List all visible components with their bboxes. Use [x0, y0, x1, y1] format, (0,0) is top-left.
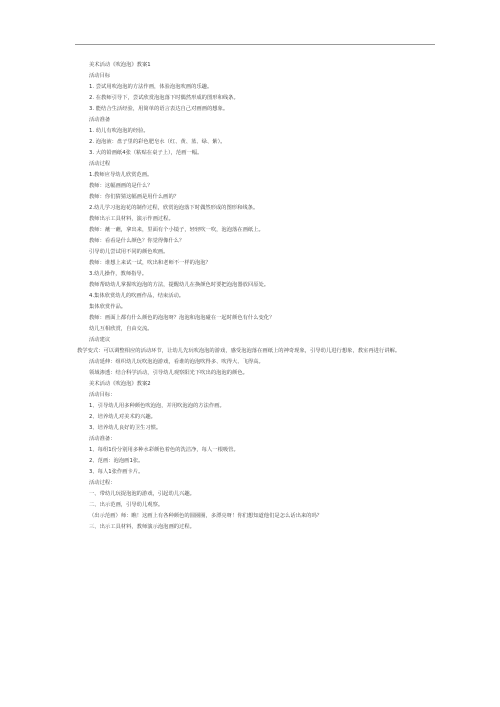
list-item: 2. 泡泡液：盘子里的彩色肥皂水（红、黄、蓝、绿、紫）。	[89, 139, 226, 145]
text-line: 1.教师应导幼儿欣赏范画。	[89, 172, 153, 178]
list-item: 2. 在教师引导下，尝试欣赏泡泡落下时偶然形成的图形和线条。	[89, 95, 239, 101]
list-item: 1、引导幼儿用多种颜色吹泡泡，并用吹泡泡的方法作画。	[89, 403, 225, 409]
section-heading: 活动过程：	[89, 480, 116, 486]
list-item: 1. 幼儿有吹泡泡的经验。	[89, 128, 149, 134]
list-item: 2、范画：泡泡画1张。	[89, 458, 144, 464]
section-heading: 活动目标	[89, 73, 111, 79]
list-item: 二、出示范画，引导幼儿观察。	[89, 502, 164, 508]
list-item: 1、每组1份分别用多种水彩颜色着色的洗洁净，每人一根吸管。	[89, 447, 239, 453]
list-item: 1. 尝试用吹泡泡的方法作画，体验泡泡吹画的乐趣。	[89, 84, 213, 90]
text-line: 集体欣赏作品。	[89, 304, 127, 310]
text-line: 教师：谁想上来试一试，吹出和老师不一样的泡泡？	[89, 260, 211, 266]
text-line: 4.集体欣赏幼儿的吹画作品，结束活动。	[89, 293, 185, 299]
text-line: （出示范画）师：瞧！这画上有各种颜色的圆圈圈，多漂亮呀！你们想知道他们是怎么话出来的吗？	[89, 513, 323, 519]
section-heading: 活动准备：	[89, 436, 116, 442]
list-item: 3、培养幼儿良好的卫生习惯。	[89, 425, 162, 431]
text-line: 教师：画面上都有什么颜色的泡泡呀？泡泡和泡泡碰在一起时颜色有什么变化？	[89, 315, 275, 321]
text-line: 教师帮助幼儿掌握吹泡泡的方法，提醒幼儿在换颜色时要把泡泡器放回原处。	[89, 282, 270, 288]
list-item: 3. 能结合生活经验，用简单的语言表达自己对画画的想象。	[89, 106, 229, 112]
text-line: 教师：你们猜猜这幅画是用什么画的？	[89, 194, 180, 200]
text-line: 教师：这幅画画的是什么？	[89, 183, 153, 189]
list-item: 3. 大的铅画纸4张（粘贴在桌子上），范画一幅。	[89, 150, 203, 156]
doc-title-2: 美术活动《吹泡泡》教案2	[89, 381, 151, 387]
suggestion-paragraph: 教学变式：可以调整相应的活动环节，让幼儿先玩吹泡泡的游戏，感受泡泡落在画纸上的神奇现象，引导幼儿进行想象，教室再进行讲解。	[77, 348, 401, 354]
list-item: 2、培养幼儿对美术的兴趣。	[89, 414, 156, 420]
doc-title-1: 美术活动《吹泡泡》教案1	[89, 62, 151, 68]
header-rule	[75, 44, 435, 45]
text-line: 3.幼儿操作，教师指导。	[89, 271, 148, 277]
section-heading: 活动准备	[89, 117, 111, 123]
text-line: 2.幼儿学习泡泡花的制作过程，欣赏泡泡落下时偶然形成的图形和线条。	[89, 205, 259, 211]
text-line: 活动延伸：组织幼儿玩吹泡泡游戏，看谁的泡泡吹得多、吹得大、飞得高。	[89, 359, 264, 365]
section-heading: 活动目标：	[89, 392, 116, 398]
section-heading: 活动建议	[89, 337, 111, 343]
text-line: 教师：蘸一蘸，拿出来，里面有个小镜子，轻轻吹一吹，泡泡落在画纸上。	[89, 227, 264, 233]
text-line: 领域渗透：结合科学活动，引导幼儿观察阳光下吹出的泡泡的颜色。	[89, 370, 248, 376]
list-item: 一、带幼儿玩捉泡泡的游戏，引起幼儿兴趣。	[89, 491, 195, 497]
text-line: 幼儿互相欣赏，自由交流。	[89, 326, 153, 332]
document-body	[77, 60, 421, 533]
list-item: 三、出示工具材料，教师演示泡泡画的过程。	[89, 524, 195, 530]
text-line: 教师出示工具材料，演示作画过程。	[89, 216, 174, 222]
text-line: 教师：看看是什么颜色？你觉得像什么？	[89, 238, 185, 244]
section-heading: 活动过程	[89, 161, 111, 167]
text-line: 引导幼儿尝试用不同的颜色吹画。	[89, 249, 169, 255]
list-item: 3、每人1张作画卡片。	[89, 469, 144, 475]
